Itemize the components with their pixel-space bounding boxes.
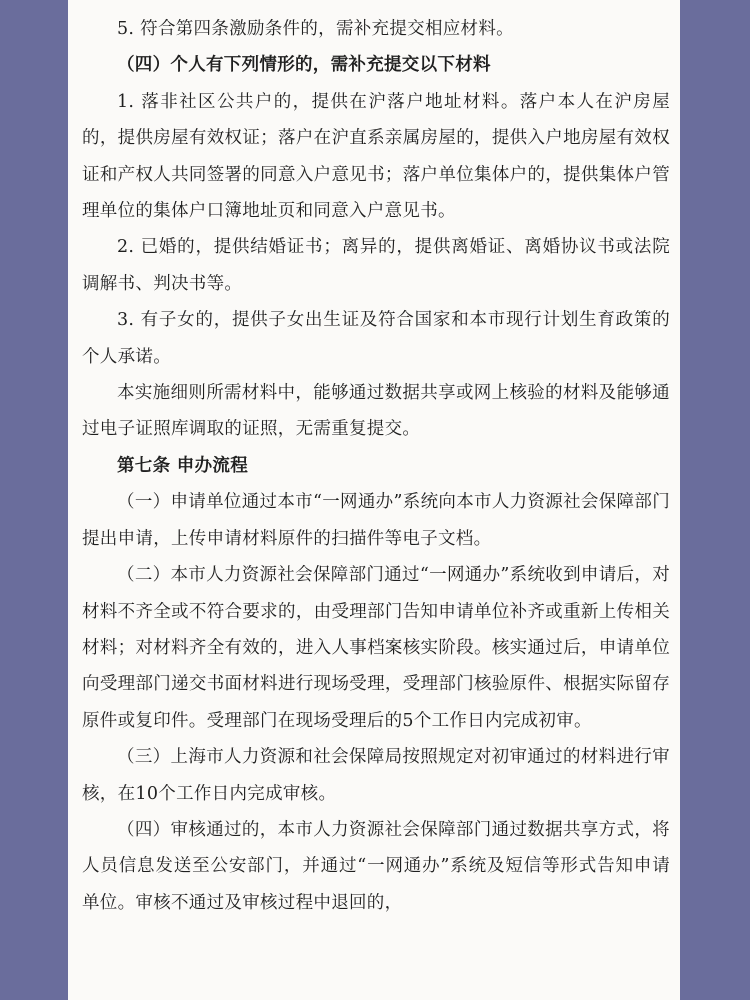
paragraph-note: 本实施细则所需材料中，能够通过数据共享或网上核验的材料及能够通过电子证照库调取的证照，无需重复提交。 bbox=[82, 383, 670, 440]
paragraph-item-5: 5. 符合第四条激励条件的，需补充提交相应材料。 bbox=[117, 19, 514, 39]
document-body bbox=[82, 11, 670, 921]
paragraph-item-2: 2. 已婚的，提供结婚证书；离异的，提供离婚证、离婚协议书或法院调解书、判决书等。 bbox=[82, 237, 670, 294]
subsection-heading-4: （四）个人有下列情形的，需补充提交以下材料 bbox=[117, 55, 491, 76]
document-page bbox=[68, 0, 680, 1000]
article-heading: 第七条 申办流程 bbox=[117, 455, 248, 476]
procedure-step-4: （四）审核通过的，本市人力资源社会保障部门通过数据共享方式，将人员信息发送至公安部门，并通过“一网通办”系统及短信等形式告知申请单位。审核不通过及审核过程中退回的， bbox=[82, 819, 670, 913]
paragraph-item-1: 1. 落非社区公共户的，提供在沪落户地址材料。落户本人在沪房屋的，提供房屋有效权证；落户在沪直系亲属房屋的，提供入户地房屋有效权证和产权人共同签署的同意入户意见书；落户单位集体户的，提供集体户管理单位的集体户口簿地址页和同意入户意见书。 bbox=[82, 91, 670, 222]
procedure-step-3: （三）上海市人力资源和社会保障局按照规定对初审通过的材料进行审核，在10个工作日内完成审核。 bbox=[82, 747, 670, 804]
procedure-step-2: （二）本市人力资源社会保障部门通过“一网通办”系统收到申请后，对材料不齐全或不符合要求的，由受理部门告知申请单位补齐或重新上传相关材料；对材料齐全有效的，进入人事档案核实阶段。核实通过后，申请单位向受理部门递交书面材料进行现场受理，受理部门核验原件、根据实际留存原件或复印件。受理部门在现场受理后的5个工作日内完成初审。 bbox=[82, 565, 670, 731]
procedure-step-1: （一）申请单位通过本市“一网通办”系统向本市人力资源社会保障部门提出申请，上传申请材料原件的扫描件等电子文档。 bbox=[82, 492, 670, 549]
paragraph-item-3: 3. 有子女的，提供子女出生证及符合国家和本市现行计划生育政策的个人承诺。 bbox=[82, 310, 670, 367]
